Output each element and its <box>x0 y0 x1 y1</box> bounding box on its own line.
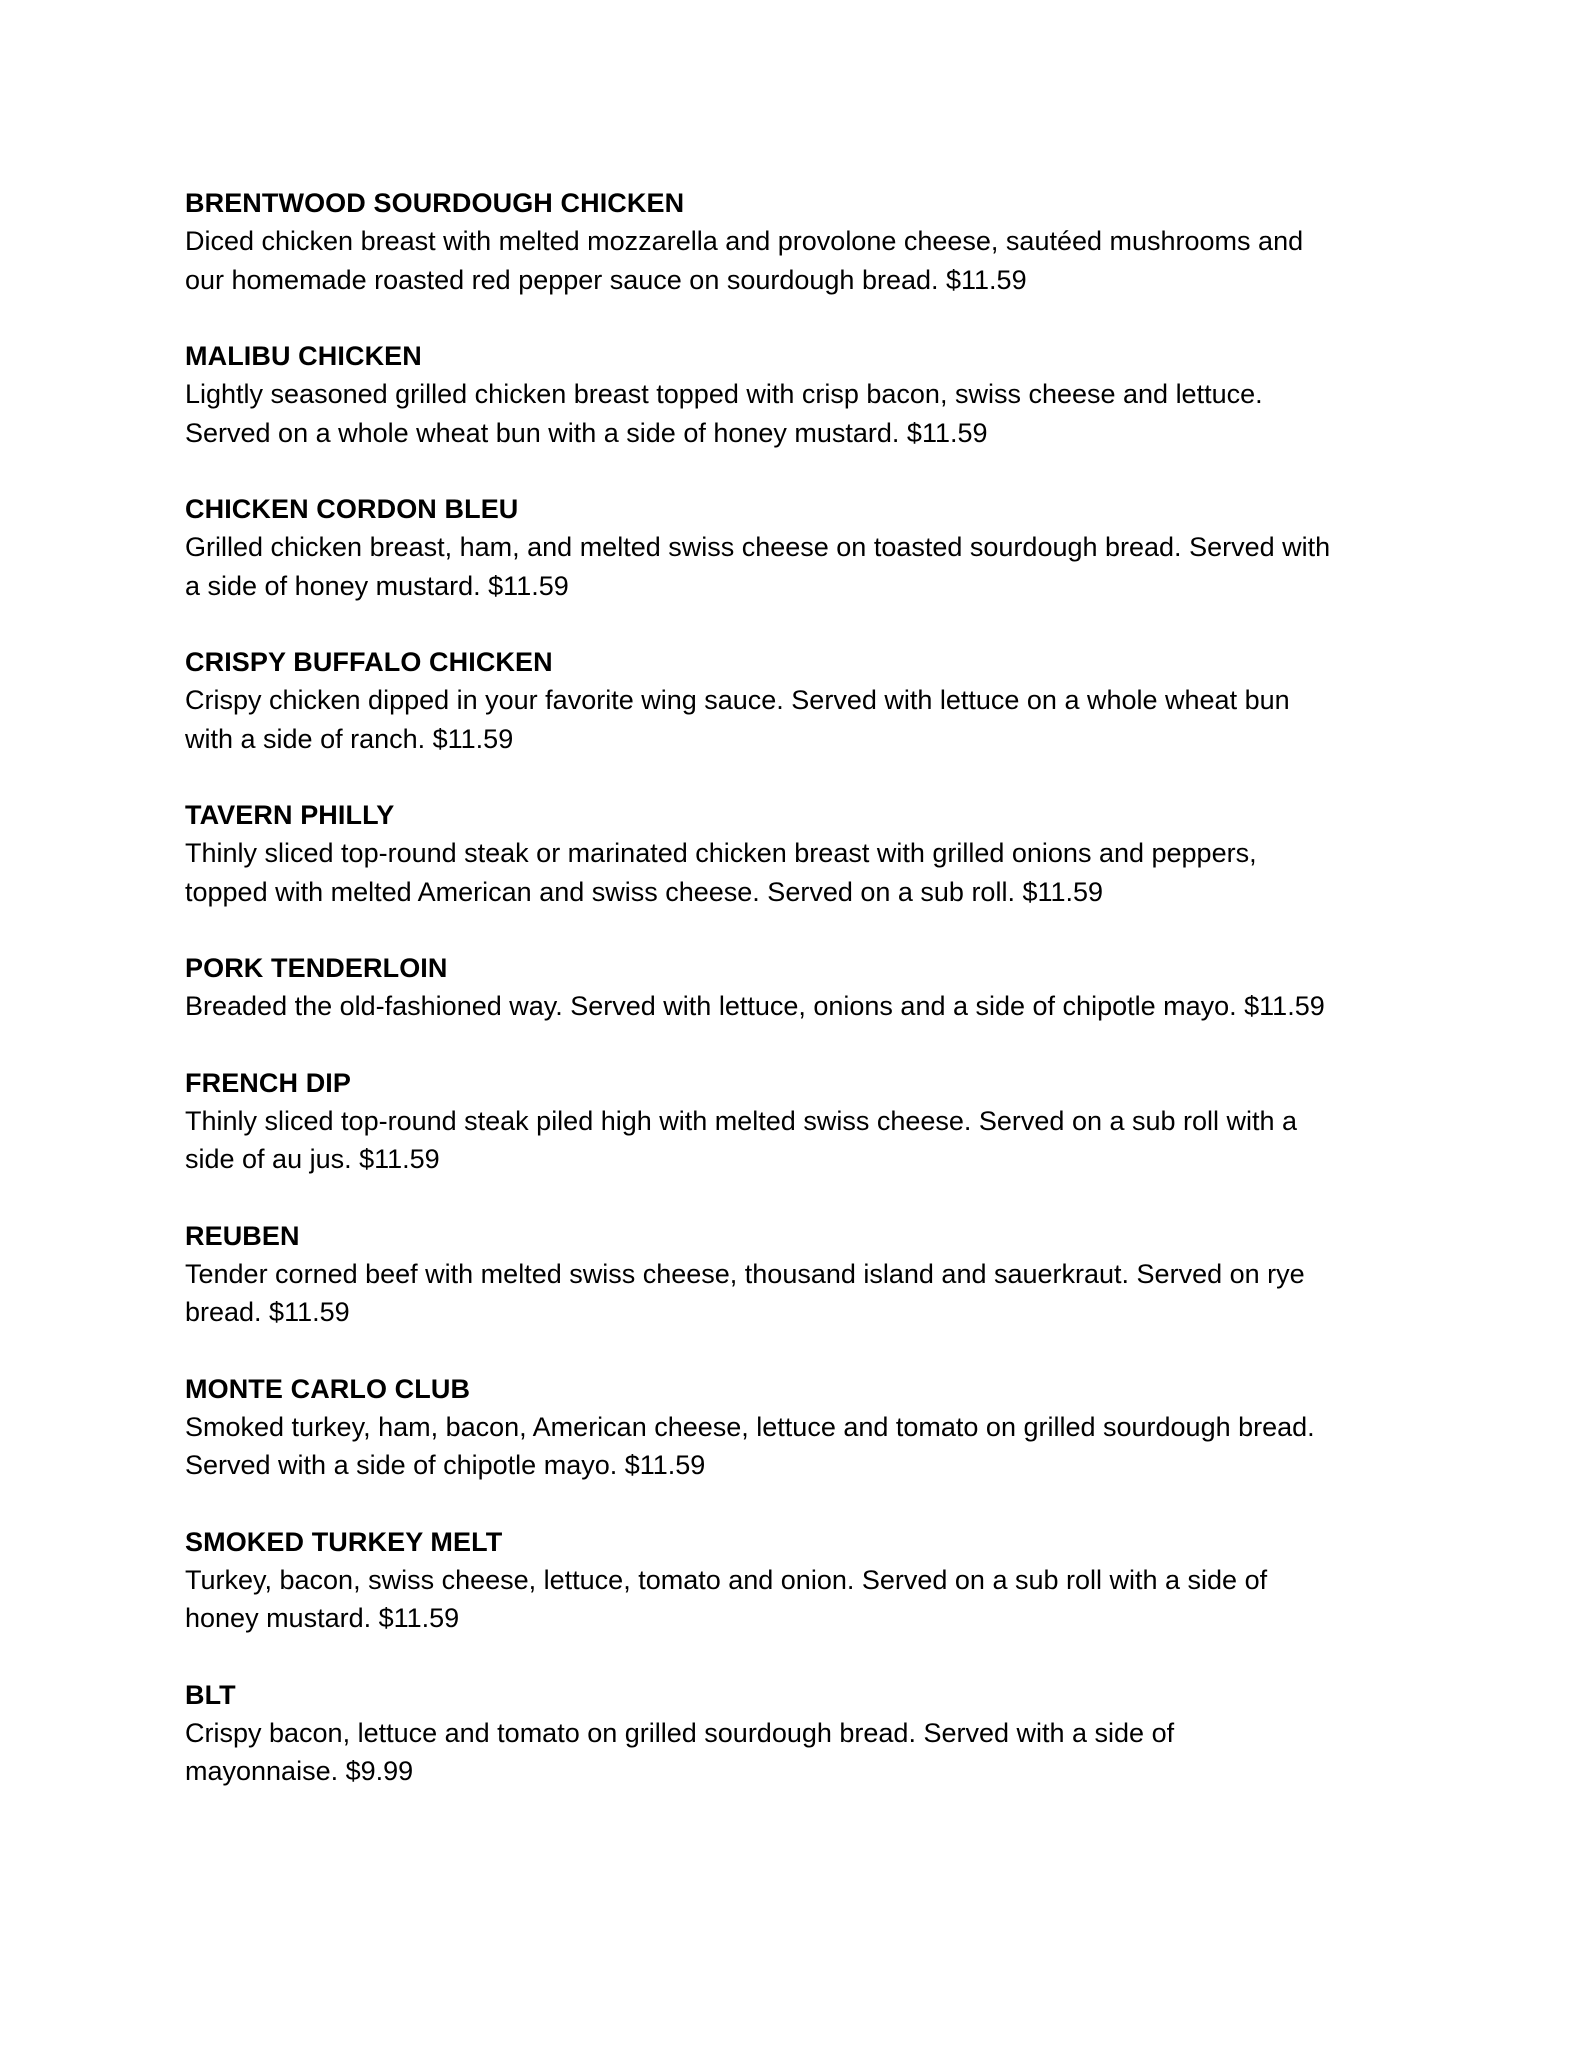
menu-item-chicken-cordon-bleu <box>185 490 1415 605</box>
item-description-line: Thinly sliced top-round steak or marinated chicken breast with grilled onions and peppers, <box>185 838 1257 868</box>
menu-item-brentwood-sourdough-chicken <box>185 184 1415 299</box>
item-description-line: bread. $11.59 <box>185 1297 350 1327</box>
item-name: TAVERN PHILLY <box>185 800 395 830</box>
item-description-line: mayonnaise. $9.99 <box>185 1756 414 1786</box>
menu-item-french-dip <box>185 1064 1415 1179</box>
item-description-line: honey mustard. $11.59 <box>185 1603 460 1633</box>
item-description-line: Lightly seasoned grilled chicken breast topped with crisp bacon, swiss cheese and lettuce. <box>185 379 1263 409</box>
item-description-line: Crispy chicken dipped in your favorite wing sauce. Served with lettuce on a whole wheat bun <box>185 685 1290 715</box>
item-description-line: topped with melted American and swiss cheese. Served on a sub roll. $11.59 <box>185 876 1104 907</box>
item-description-line: Grilled chicken breast, ham, and melted swiss cheese on toasted sourdough bread. Served with <box>185 532 1331 562</box>
item-name: CHICKEN CORDON BLEU <box>185 494 519 524</box>
menu-item-blt <box>185 1676 1415 1791</box>
menu-item-monte-carlo-club <box>185 1370 1415 1485</box>
item-description-line: side of au jus. $11.59 <box>185 1144 440 1174</box>
item-description-line: Thinly sliced top-round steak piled high with melted swiss cheese. Served on a sub roll with a <box>185 1105 1298 1136</box>
item-name: REUBEN <box>185 1220 300 1251</box>
item-description-line: a side of honey mustard. $11.59 <box>185 570 569 601</box>
item-description-line: Served with a side of chipotle mayo. $11.59 <box>185 1450 706 1480</box>
menu-item-malibu-chicken <box>185 337 1415 452</box>
menu-item-reuben <box>185 1217 1415 1332</box>
menu-item-crispy-buffalo-chicken <box>185 643 1415 758</box>
item-description-line: Smoked turkey, ham, bacon, American cheese, lettuce and tomato on grilled sourdough bread. <box>185 1411 1315 1442</box>
item-description-line: Diced chicken breast with melted mozzarella and provolone cheese, sautéed mushrooms and <box>185 226 1304 256</box>
item-name: CRISPY BUFFALO CHICKEN <box>185 647 553 677</box>
item-name: BRENTWOOD SOURDOUGH CHICKEN <box>185 188 685 218</box>
item-description-line: our homemade roasted red pepper sauce on sourdough bread. $11.59 <box>185 264 1027 295</box>
menu-item-pork-tenderloin <box>185 949 1415 1026</box>
item-description-line: Tender corned beef with melted swiss cheese, thousand island and sauerkraut. Served on rye <box>185 1258 1305 1289</box>
menu-item-tavern-philly <box>185 796 1415 911</box>
item-description-line: Breaded the old-fashioned way. Served with lettuce, onions and a side of chipotle mayo. $11.59 <box>185 991 1325 1021</box>
menu-item-smoked-turkey-melt <box>185 1523 1415 1638</box>
item-name: MONTE CARLO CLUB <box>185 1373 471 1404</box>
item-description-line: Turkey, bacon, swiss cheese, lettuce, tomato and onion. Served on a sub roll with a side of <box>185 1564 1268 1595</box>
item-name: BLT <box>185 1679 236 1710</box>
item-name: SMOKED TURKEY MELT <box>185 1526 503 1557</box>
item-name: MALIBU CHICKEN <box>185 341 422 371</box>
item-description-line: Crispy bacon, lettuce and tomato on grilled sourdough bread. Served with a side of <box>185 1717 1175 1748</box>
item-name: PORK TENDERLOIN <box>185 953 448 983</box>
menu-page <box>185 184 1415 1829</box>
item-description-line: Served on a whole wheat bun with a side of honey mustard. $11.59 <box>185 417 988 448</box>
item-description-line: with a side of ranch. $11.59 <box>185 723 514 754</box>
item-name: FRENCH DIP <box>185 1067 352 1098</box>
